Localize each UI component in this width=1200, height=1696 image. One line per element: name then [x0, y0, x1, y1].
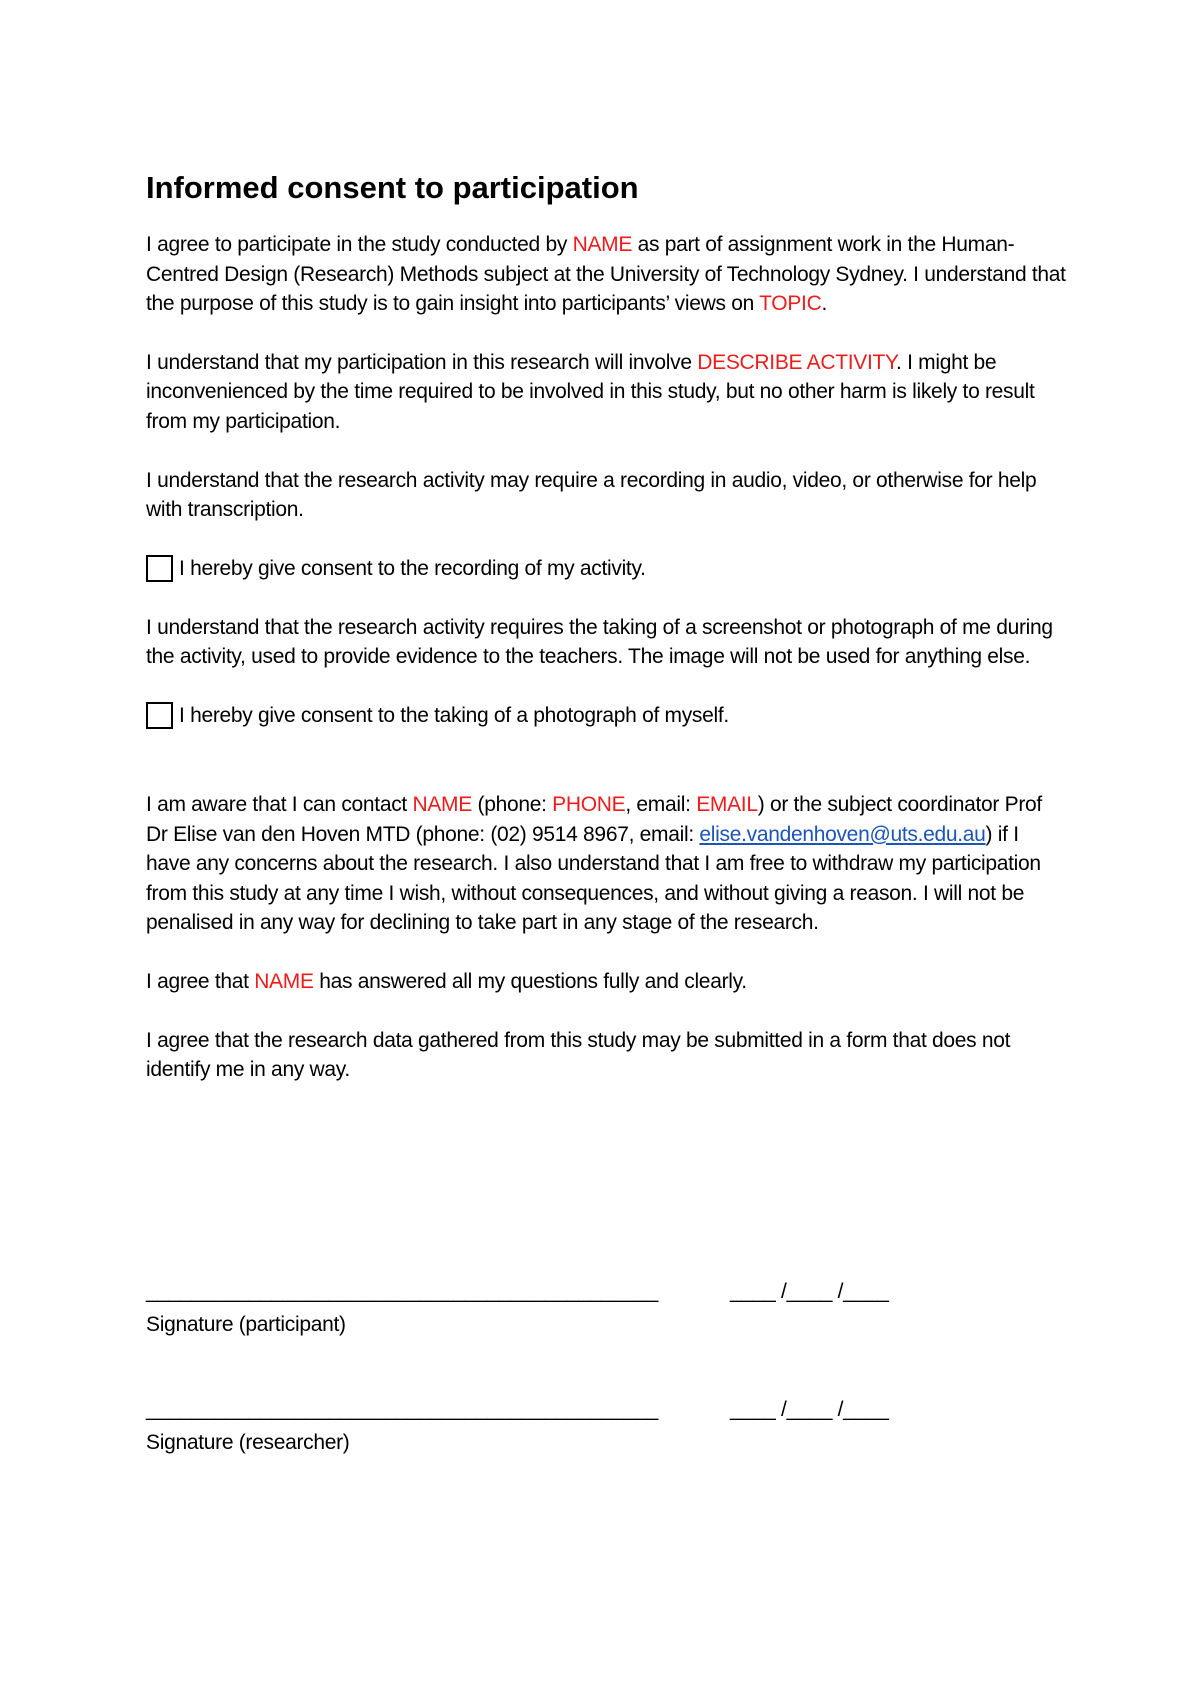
- text: .: [821, 292, 827, 316]
- researcher-signature-label: Signature (researcher): [146, 1431, 350, 1454]
- text: I agree to participate in the study conducted by: [146, 233, 573, 256]
- consent-photo-row: [146, 701, 1066, 731]
- consent-recording-checkbox[interactable]: [146, 555, 173, 582]
- participant-date-line[interactable]: ____ /____ /____: [730, 1280, 889, 1303]
- text: ) or the subject coordinator Prof Dr Elise van den Hoven MTD (phone: (02) 9514 8967, email:: [146, 792, 1042, 846]
- researcher-signature-row: [146, 1398, 1066, 1428]
- activity-paragraph: [146, 348, 1066, 437]
- photograph-paragraph: I understand that the research activity requires the taking of a screenshot or photograph of me during the activity, used to provide evidence to the teachers. The image will not be used for anything else.: [146, 615, 1053, 669]
- text: I am aware that I can contact: [146, 792, 413, 816]
- text: . I might be inconvenienced by the time required to be involved in this study, but no other harm is likely to result from my participation.: [146, 350, 1035, 433]
- text: , email:: [625, 792, 697, 816]
- spacer: [146, 760, 1066, 790]
- participant-signature-block: [146, 1280, 1066, 1340]
- email-placeholder: EMAIL: [696, 792, 758, 816]
- activity-placeholder: DESCRIBE ACTIVITY: [697, 350, 897, 374]
- researcher-signature-block: [146, 1398, 1066, 1458]
- researcher-date-line[interactable]: ____ /____ /____: [730, 1398, 889, 1421]
- name-placeholder: NAME: [572, 233, 633, 256]
- text: as part of assignment work in the Human-Centred Design (Research) Methods subject at the University of Technology Sydney. I understand that the purpose of this study is to gain insight into participants’ views on: [146, 233, 1066, 316]
- consent-recording-row: [146, 554, 1066, 584]
- name-placeholder: NAME: [254, 969, 314, 993]
- text: I understand that my participation in this research will involve: [146, 350, 698, 374]
- consent-recording-label: I hereby give consent to the recording of my activity.: [179, 556, 646, 580]
- page-title: Informed consent to participation: [146, 170, 639, 205]
- recording-paragraph: I understand that the research activity may require a recording in audio, video, or otherwise for help with transcription.: [146, 468, 1037, 522]
- text: (phone:: [471, 792, 553, 816]
- name-placeholder: NAME: [412, 792, 472, 816]
- text: has answered all my questions fully and clearly.: [313, 969, 747, 993]
- text: ) if I have any concerns about the research. I also understand that I am free to withdraw my participation from this study at any time I wish, without consequences, and without giving a reason. I will not be penalised in any way for declining to take part in any stage of the research.: [146, 822, 1041, 935]
- participant-signature-row: [146, 1280, 1066, 1310]
- participant-signature-label: Signature (participant): [146, 1313, 346, 1336]
- coordinator-email-link[interactable]: elise.vandenhoven@uts.edu.au: [699, 822, 986, 846]
- text: I agree that: [146, 969, 255, 993]
- participation-paragraph: [146, 230, 1066, 319]
- participant-signature-line[interactable]: _____________________________________________: [146, 1280, 659, 1303]
- consent-photo-label: I hereby give consent to the taking of a photograph of myself.: [179, 704, 729, 728]
- topic-placeholder: TOPIC: [759, 292, 822, 316]
- contact-paragraph: [146, 790, 1066, 938]
- consent-form: [146, 168, 1066, 1114]
- consent-photo-checkbox[interactable]: [146, 702, 173, 729]
- questions-paragraph: [146, 967, 1066, 997]
- data-usage-paragraph: I agree that the research data gathered from this study may be submitted in a form that does not identify me in any way.: [146, 1028, 1011, 1082]
- researcher-signature-line[interactable]: _____________________________________________: [146, 1398, 659, 1421]
- phone-placeholder: PHONE: [552, 792, 626, 816]
